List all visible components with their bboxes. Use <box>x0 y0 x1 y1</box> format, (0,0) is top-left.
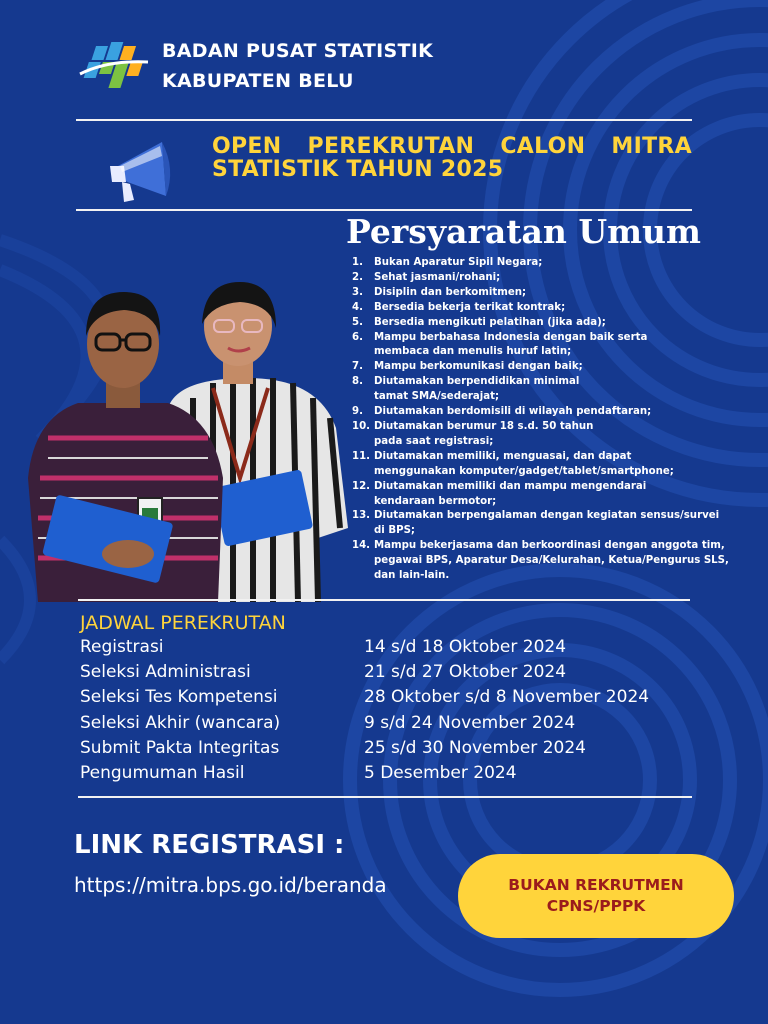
requirement-text: Diutamakan berpengalaman dengan kegiatan sensus/survei di BPS; <box>374 510 720 537</box>
requirement-number: 6. <box>352 331 363 343</box>
requirement-item <box>352 316 742 331</box>
schedule-row <box>80 763 700 788</box>
requirement-text: Disiplin dan berkomitmen; <box>374 286 527 298</box>
requirements-title: Persyaratan Umum <box>346 212 701 251</box>
requirement-item <box>352 286 742 301</box>
requirement-item <box>352 405 742 420</box>
schedule-row <box>80 662 700 687</box>
headline-line1 <box>212 134 692 159</box>
requirement-number: 4. <box>352 301 363 313</box>
requirement-text: Sehat jasmani/rohani; <box>374 271 501 283</box>
schedule-row <box>80 713 700 738</box>
badge-line1: BUKAN REKRUTMEN <box>508 876 684 894</box>
requirement-item <box>352 450 742 480</box>
requirement-item <box>352 271 742 286</box>
divider-schedule-top <box>78 599 690 601</box>
requirement-item <box>352 480 742 510</box>
requirement-text: Diutamakan berdomisili di wilayah pendaftaran; <box>374 406 652 418</box>
megaphone-icon <box>100 136 184 208</box>
divider-headline <box>76 209 692 211</box>
requirement-item <box>352 301 742 316</box>
schedule-stage: Seleksi Administrasi <box>80 662 251 683</box>
requirement-text: Bukan Aparatur Sipil Negara; <box>374 257 543 268</box>
requirements-list <box>352 256 742 584</box>
requirement-number: 10. <box>352 420 371 432</box>
schedule-stage: Registrasi <box>80 637 164 657</box>
schedule-title: JADWAL PEREKRUTAN <box>80 612 286 634</box>
requirement-item <box>352 256 742 271</box>
requirement-number: 8. <box>352 376 363 388</box>
schedule-row <box>80 637 700 662</box>
requirement-text: Diutamakan memiliki dan mampu mengendarai kendaraan bermotor; <box>374 480 647 507</box>
bps-logo-icon <box>78 40 152 94</box>
headline-word-perekrutan: PEREKRUTAN <box>307 134 475 159</box>
requirement-item <box>352 375 742 405</box>
requirement-text: Mampu berbahasa Indonesia dengan baik serta membaca dan menulis huruf latin; <box>374 331 648 358</box>
requirement-number: 3. <box>352 286 363 298</box>
schedule-date: 9 s/d 24 November 2024 <box>364 712 576 733</box>
requirement-number: 11. <box>352 450 371 462</box>
registration-link-title: LINK REGISTRASI : <box>74 830 345 860</box>
schedule-date: 25 s/d 30 November 2024 <box>364 737 586 758</box>
requirement-text: Mampu bekerjasama dan berkoordinasi dengan anggota tim, pegawai BPS, Aparatur Desa/Kelurahan, Ketua/Pengurus SLS, dan lain-lain. <box>374 540 729 582</box>
schedule-date: 14 s/d 18 Oktober 2024 <box>364 637 567 657</box>
requirement-text: Mampu berkomunikasi dengan baik; <box>374 361 583 373</box>
org-name-line1: BADAN PUSAT STATISTIK <box>162 40 434 62</box>
requirement-number: 7. <box>352 361 363 373</box>
requirement-item <box>352 360 742 375</box>
requirement-number: 2. <box>352 271 363 283</box>
schedule-date: 5 Desember 2024 <box>364 763 517 783</box>
requirement-text: Diutamakan berumur 18 s.d. 50 tahun pada saat registrasi; <box>374 420 594 447</box>
requirement-number: 1. <box>352 257 363 268</box>
schedule-stage: Submit Pakta Integritas <box>80 737 280 758</box>
schedule-date: 21 s/d 27 Oktober 2024 <box>364 662 567 683</box>
schedule-row <box>80 738 700 763</box>
requirement-text: Bersedia mengikuti pelatihan (jika ada); <box>374 316 606 328</box>
staff-photo <box>18 278 358 602</box>
requirement-text: Bersedia bekerja terikat kontrak; <box>374 301 566 313</box>
schedule-stage: Seleksi Akhir (wancara) <box>80 712 281 733</box>
requirement-number: 9. <box>352 406 363 418</box>
requirement-number: 14. <box>352 540 371 552</box>
not-cpns-badge <box>458 854 734 938</box>
divider-top <box>76 119 692 121</box>
requirement-item <box>352 539 742 584</box>
schedule-date: 28 Oktober s/d 8 November 2024 <box>364 687 650 708</box>
org-name-line2: KABUPATEN BELU <box>162 70 354 92</box>
requirement-number: 13. <box>352 510 371 522</box>
requirement-number: 5. <box>352 316 363 328</box>
requirement-item <box>352 331 742 361</box>
divider-schedule-bottom <box>78 796 692 798</box>
badge-line2: CPNS/PPPK <box>546 897 646 915</box>
man-figure <box>28 292 223 602</box>
schedule-stage: Pengumuman Hasil <box>80 763 245 783</box>
schedule-stage: Seleksi Tes Kompetensi <box>80 687 278 708</box>
requirement-text: Diutamakan berpendidikan minimal tamat SMA/sederajat; <box>374 376 580 403</box>
requirement-item <box>352 420 742 450</box>
headline-word-mitra: MITRA <box>611 134 692 159</box>
requirement-item <box>352 509 742 539</box>
headline-word-calon: CALON <box>500 134 586 159</box>
schedule-row <box>80 687 700 712</box>
requirement-number: 12. <box>352 480 371 492</box>
headline-line2: STATISTIK TAHUN 2025 <box>212 157 504 182</box>
requirement-text: Diutamakan memiliki, menguasai, dan dapat menggunakan komputer/gadget/tablet/smartphone; <box>374 450 674 477</box>
headline-word-open: OPEN <box>212 134 282 159</box>
registration-link-url[interactable]: https://mitra.bps.go.id/beranda <box>74 873 387 897</box>
